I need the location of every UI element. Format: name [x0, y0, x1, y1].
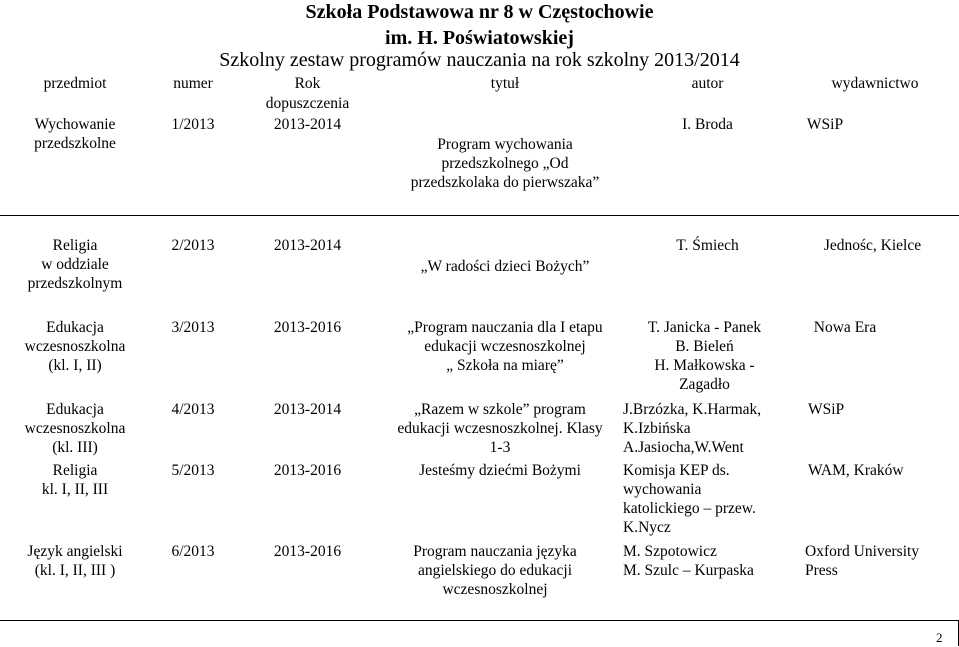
row3-author: T. Janicka - Panek B. Bieleń H. Małkowska - Zagadło: [647, 319, 762, 393]
row3-year: 2013-2016: [273, 319, 342, 336]
row3-subject: Edukacja wczesnoszkolna (kl. I, II): [24, 319, 126, 374]
row4-author: J.Brzózka, K.Harmak, K.Izbińska A.Jasiocha,W.Went: [623, 401, 762, 456]
row6-publisher: Oxford University Press: [805, 543, 920, 579]
row2-author: T. Śmiech: [676, 237, 739, 254]
row6-author: M. Szpotowicz M. Szulc – Kurpaska: [623, 543, 754, 579]
row1-title: Program wychowania przedszkolnego „Od przedszkolaka do pierwszaka”: [410, 136, 600, 191]
row1-subject: Wychowanie przedszkolne: [34, 116, 116, 152]
row1-number: 1/2013: [171, 116, 215, 133]
col-header-subject: przedmiot: [43, 75, 107, 92]
row1-author: I. Broda: [682, 116, 733, 133]
row3-number: 3/2013: [171, 319, 215, 336]
row-divider: [0, 215, 959, 216]
row2-publisher: Jednośc, Kielce: [823, 237, 922, 254]
row4-subject: Edukacja wczesnoszkolna (kl. III): [24, 401, 126, 456]
col-header-title: tytuł: [490, 75, 520, 92]
col-header-year-line2: dopuszczenia: [265, 95, 350, 112]
footer-rule: [0, 620, 959, 621]
school-name: Szkoła Podstawowa nr 8 w Częstochowie: [305, 1, 654, 23]
row5-title: Jesteśmy dziećmi Bożymi: [419, 462, 581, 479]
row5-subject: Religia kl. I, II, III: [41, 462, 109, 498]
row5-number: 5/2013: [171, 462, 215, 479]
col-header-number: numer: [173, 75, 213, 92]
col-header-publisher: wydawnictwo: [831, 75, 919, 92]
row1-publisher: WSiP: [806, 116, 844, 133]
school-patron: im. H. Poświatowskiej: [385, 27, 574, 49]
row6-title: Program nauczania języka angielskiego do edukacji wczesnoszkolnej: [413, 543, 577, 598]
row2-title: „W radości dzieci Bożych”: [420, 258, 590, 275]
col-header-year-line1: Rok: [294, 75, 321, 92]
row6-number: 6/2013: [171, 543, 215, 560]
row5-year: 2013-2016: [273, 462, 342, 479]
row4-number: 4/2013: [171, 401, 215, 418]
row5-author: Komisja KEP ds. wychowania katolickiego – przew. K.Nycz: [623, 462, 756, 536]
row4-year: 2013-2014: [273, 401, 342, 418]
row4-title: „Razem w szkole” program edukacji wczesnoszkolnej. Klasy 1-3: [397, 401, 603, 456]
page-number: 2: [936, 630, 943, 645]
row3-publisher: Nowa Era: [813, 319, 877, 336]
row6-subject: Język angielski (kl. I, II, III ): [27, 543, 123, 579]
row1-year: 2013-2014: [273, 116, 342, 133]
col-header-author: autor: [691, 75, 724, 92]
row2-subject: Religia w oddziale przedszkolnym: [27, 237, 123, 292]
row4-publisher: WSiP: [808, 401, 845, 418]
row5-publisher: WAM, Kraków: [808, 462, 904, 479]
row2-number: 2/2013: [171, 237, 215, 254]
row2-year: 2013-2014: [273, 237, 342, 254]
document-title: Szkolny zestaw programów nauczania na rok szkolny 2013/2014: [219, 49, 740, 71]
row6-year: 2013-2016: [273, 543, 342, 560]
row3-title: „Program nauczania dla I etapu edukacji wczesnoszkolnej „ Szkoła na miarę”: [407, 319, 603, 374]
